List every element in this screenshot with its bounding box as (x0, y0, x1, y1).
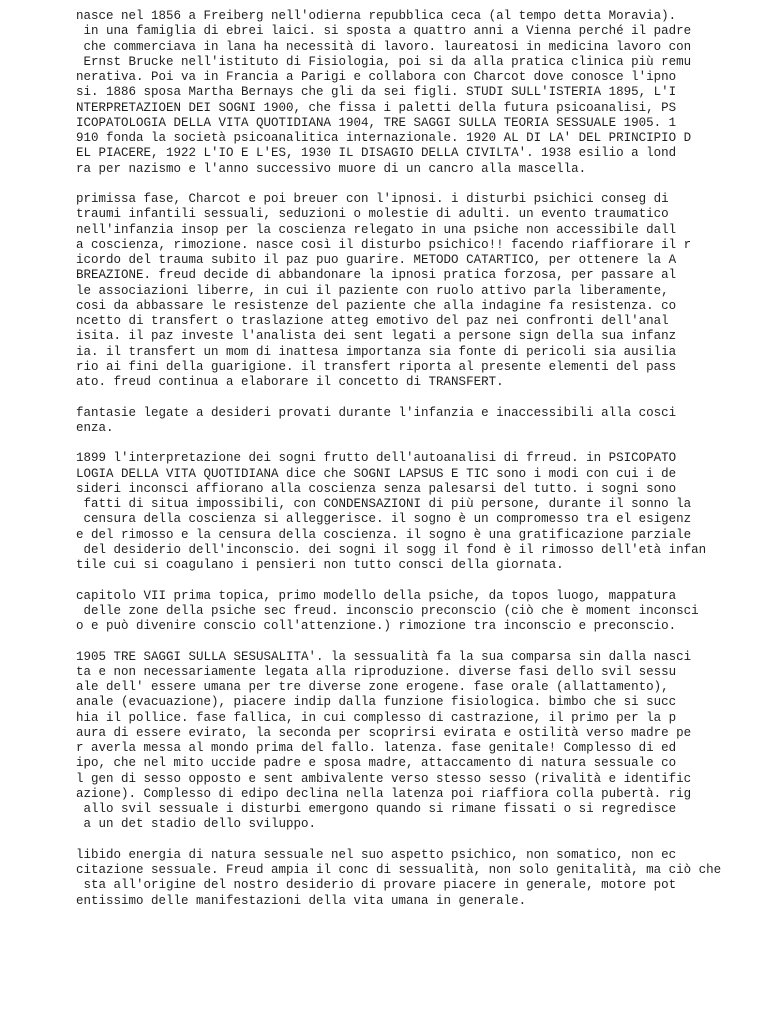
text-line: ipo, che nel mito uccide padre e sposa madre, attaccamento di natura sessuale co (76, 756, 677, 771)
text-line: citazione sessuale. Freud ampia il conc di sessualità, non solo genitalità, ma ciò che (76, 863, 722, 877)
text-line: che commerciava in lana ha necessità di lavoro. laureatosi in medicina lavoro con (76, 39, 692, 54)
text-line: 1905 TRE SAGGI SULLA SESUSALITA'. la sessualità fa la sua comparsa sin dalla nasci (76, 649, 692, 664)
text-line: azione). Complesso di edipo declina nella latenza poi riaffiora colla pubertà. rig (76, 786, 692, 801)
paragraph-libido (76, 848, 756, 909)
text-line: capitolo VII prima topica, primo modello della psiche, da topos luogo, mappatura (76, 588, 677, 603)
paragraph-first-topic (76, 589, 756, 635)
text-line: tile cui si coagulano i pensieri non tutto consci della giornata. (76, 558, 564, 572)
text-line: libido energia di natura sessuale nel suo aspetto psichico, non somatico, non ec (76, 847, 677, 862)
text-line: rio ai fini della guarigione. il transfert riporta al presente elementi del pass (76, 359, 677, 374)
text-line: si. 1886 sposa Martha Bernays che gli da sei figli. STUDI SULL'ISTERIA 1895, L'I (76, 85, 677, 100)
text-line: sideri inconsci affiorano alla coscienza senza palesarsi del tutto. i sogni sono (76, 481, 677, 496)
paragraph-dreams (76, 451, 756, 573)
text-line: aura di essere evirato, la seconda per scoprirsi evirata e ostilità verso madre pe (76, 725, 692, 740)
text-line: censura della coscienza si alleggerisce. il sogno è un compromesso tra el esigenz (76, 512, 692, 527)
text-line: cosi da abbassare le resistenze del paziente che alla indagine fa resistenza. co (76, 298, 677, 313)
text-line: e del rimosso e la censura della coscienza. il sogno è una gratificazione parziale (76, 527, 692, 542)
text-line: BREAZIONE. freud decide di abbandonare la ipnosi pratica forzosa, per passare al (76, 268, 677, 283)
text-line: ta e non necessariamente legata alla riproduzione. diverse fasi dello svil sessu (76, 664, 677, 679)
text-line: traumi infantili sessuali, seduzioni o molestie di adulti. un evento traumatico (76, 207, 669, 222)
text-line: ra per nazismo e l'anno successivo muore di un cancro alla mascella. (76, 161, 587, 176)
text-line: anale (evacuazione), piacere indip dalla funzione fisiologica. bimbo che si succ (76, 695, 677, 710)
text-line: l gen di sesso opposto e sent ambivalente verso stesso sesso (rivalità e identific (76, 771, 692, 786)
text-line: 1899 l'interpretazione dei sogni frutto dell'autoanalisi di frreud. in PSICOPATO (76, 451, 677, 466)
paragraph-fantasies (76, 406, 756, 437)
text-line: r averla messa al mondo prima del fallo. latenza. fase genitale! Complesso di ed (76, 741, 677, 755)
text-line: ato. freud continua a elaborare il concetto di TRANSFERT. (76, 375, 504, 389)
paragraph-sexuality (76, 650, 756, 833)
text-line: fantasie legate a desideri provati durante l'infanzia e inaccessibili alla cosci (76, 405, 677, 420)
text-line: o e può divenire conscio coll'attenzione.) rimozione tra inconscio e preconscio. (76, 619, 677, 633)
text-line: ICOPATOLOGIA DELLA VITA QUOTIDIANA 1904, TRE SAGGI SULLA TEORIA SESSUALE 1905. 1 (76, 115, 677, 130)
text-line: icordo del trauma subito il paz puo guarire. METODO CATARTICO, per ottenere la A (76, 253, 677, 267)
text-line: le associazioni liberre, in cui il paziente con ruolo attivo parla liberamente, (76, 283, 669, 298)
text-line: hia il pollice. fase fallica, in cui complesso di castrazione, il primo per la p (76, 710, 677, 725)
paragraph-biography (76, 9, 756, 177)
text-line: Ernst Brucke nell'istituto di Fisiologia, poi si da alla pratica clinica più remu (76, 54, 692, 69)
text-line: sta all'origine del nostro desiderio di provare piacere in generale, motore pot (76, 878, 677, 893)
text-line: nasce nel 1856 a Freiberg nell'odierna repubblica ceca (al tempo detta Moravia). (76, 9, 677, 23)
text-line: a un det stadio dello sviluppo. (76, 817, 317, 832)
paragraph-first-phase (76, 192, 756, 390)
text-line: 910 fonda la società psicoanalitica internazionale. 1920 AL DI LA' DEL PRINCIPIO D (76, 131, 692, 145)
text-line: primissa fase, Charcot e poi breuer con l'ipnosi. i disturbi psichici conseg di (76, 192, 669, 206)
text-line: EL PIACERE, 1922 L'IO E L'ES, 1930 IL DISAGIO DELLA CIVILTA'. 1938 esilio a lond (76, 146, 677, 161)
text-line: a coscienza, rimozione. nasce così il disturbo psichico!! facendo riaffiorare il r (76, 237, 692, 252)
text-line: LOGIA DELLA VITA QUOTIDIANA dice che SOGNI LAPSUS E TIC sono i modi con cui i de (76, 466, 677, 481)
text-line: fatti di situa impossibili, con CONDENSAZIONI di più persone, durante il sonno la (76, 497, 692, 511)
document-body (76, 9, 756, 924)
text-line: delle zone della psiche sec freud. inconscio preconscio (ciò che è moment inconsci (76, 603, 699, 618)
text-line: nell'infanzia insop per la coscienza relegato in una psiche non accessibile dall (76, 222, 677, 237)
text-line: enza. (76, 420, 114, 435)
text-line: entissimo delle manifestazioni della vita umana in generale. (76, 893, 527, 908)
text-line: ia. il transfert un mom di inattesa importanza sia fonte di pericoli sia ausilia (76, 344, 677, 359)
text-line: ale dell' essere umana per tre diverse zone erogene. fase orale (allattamento), (76, 680, 669, 694)
text-line: del desiderio dell'inconscio. dei sogni il sogg il fond è il rimosso dell'età infan (76, 542, 707, 557)
text-line: ncetto di transfert o traslazione atteg emotivo del paz nei confronti dell'anal (76, 314, 669, 328)
text-line: NTERPRETAZIOEN DEI SOGNI 1900, che fissa i paletti della futura psicoanalisi, PS (76, 100, 677, 115)
text-line: nerativa. Poi va in Francia a Parigi e collabora con Charcot dove conosce l'ipno (76, 70, 677, 84)
text-line: isita. il paz investe l'analista dei sent legati a persone sign della sua infanz (76, 329, 677, 344)
text-line: allo svil sessuale i disturbi emergono quando si rimane fissati o si regredisce (76, 802, 677, 816)
text-line: in una famiglia di ebrei laici. si sposta a quattro anni a Vienna perché il padre (76, 24, 692, 39)
